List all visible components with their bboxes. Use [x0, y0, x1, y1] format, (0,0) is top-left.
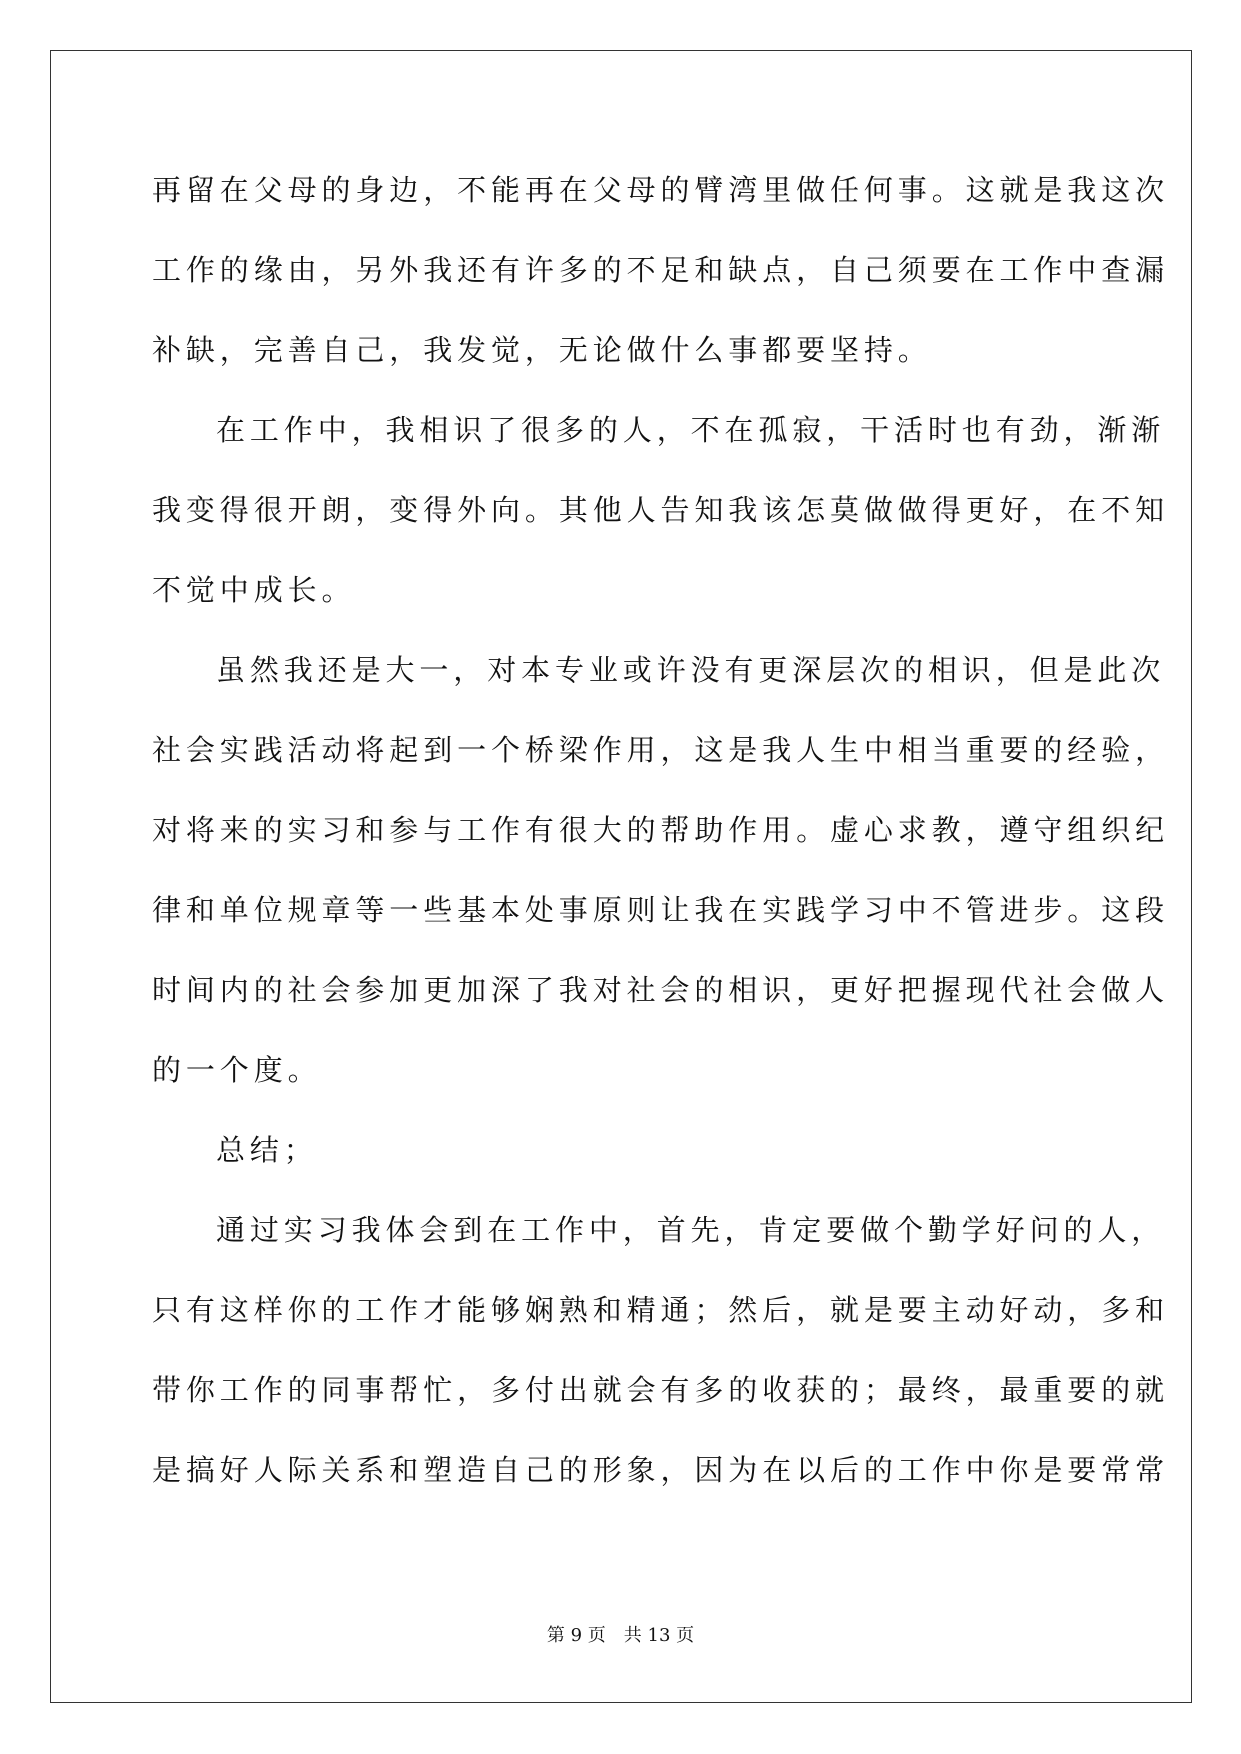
- paragraph-first-line: 在工作中，我相识了很多的人，不在孤寂，干活时也有劲，渐渐: [216, 413, 1166, 447]
- text-line: 社会实践活动将起到一个桥梁作用，这是我人生中相当重要的经验，: [152, 733, 1170, 767]
- text-line: 我变得很开朗，变得外向。其他人告知我该怎莫做做得更好，在不知: [152, 493, 1170, 527]
- text-line: 对将来的实习和参与工作有很大的帮助作用。虚心求教，遵守组织纪: [152, 813, 1170, 847]
- page-number: 第 9 页: [546, 1625, 606, 1646]
- text-line: 工作的缘由，另外我还有许多的不足和缺点，自己须要在工作中查漏: [152, 253, 1170, 287]
- paragraph-first-line: 虽然我还是大一，对本专业或许没有更深层次的相识，但是此次: [216, 653, 1166, 687]
- text-line: 再留在父母的身边，不能再在父母的臂湾里做任何事。这就是我这次: [152, 173, 1170, 207]
- page-footer: [0, 1624, 1241, 1648]
- text-line: 律和单位规章等一些基本处事原则让我在实践学习中不管进步。这段: [152, 893, 1170, 927]
- text-line: 只有这样你的工作才能够娴熟和精通；然后，就是要主动好动，多和: [152, 1293, 1170, 1327]
- page-total: 共 13 页: [623, 1625, 695, 1646]
- text-line: 时间内的社会参加更加深了我对社会的相识，更好把握现代社会做人: [152, 973, 1170, 1007]
- text-line: 补缺，完善自己，我发觉，无论做什么事都要坚持。: [152, 333, 932, 367]
- text-line: 不觉中成长。: [152, 573, 356, 607]
- text-line: 带你工作的同事帮忙，多付出就会有多的收获的；最终，最重要的就: [152, 1373, 1170, 1407]
- section-heading: 总结；: [216, 1133, 318, 1167]
- text-line: 的一个度。: [152, 1053, 322, 1087]
- text-line: 是搞好人际关系和塑造自己的形象，因为在以后的工作中你是要常常: [152, 1453, 1170, 1487]
- paragraph-first-line: 通过实习我体会到在工作中，首先，肯定要做个勤学好问的人，: [216, 1213, 1166, 1247]
